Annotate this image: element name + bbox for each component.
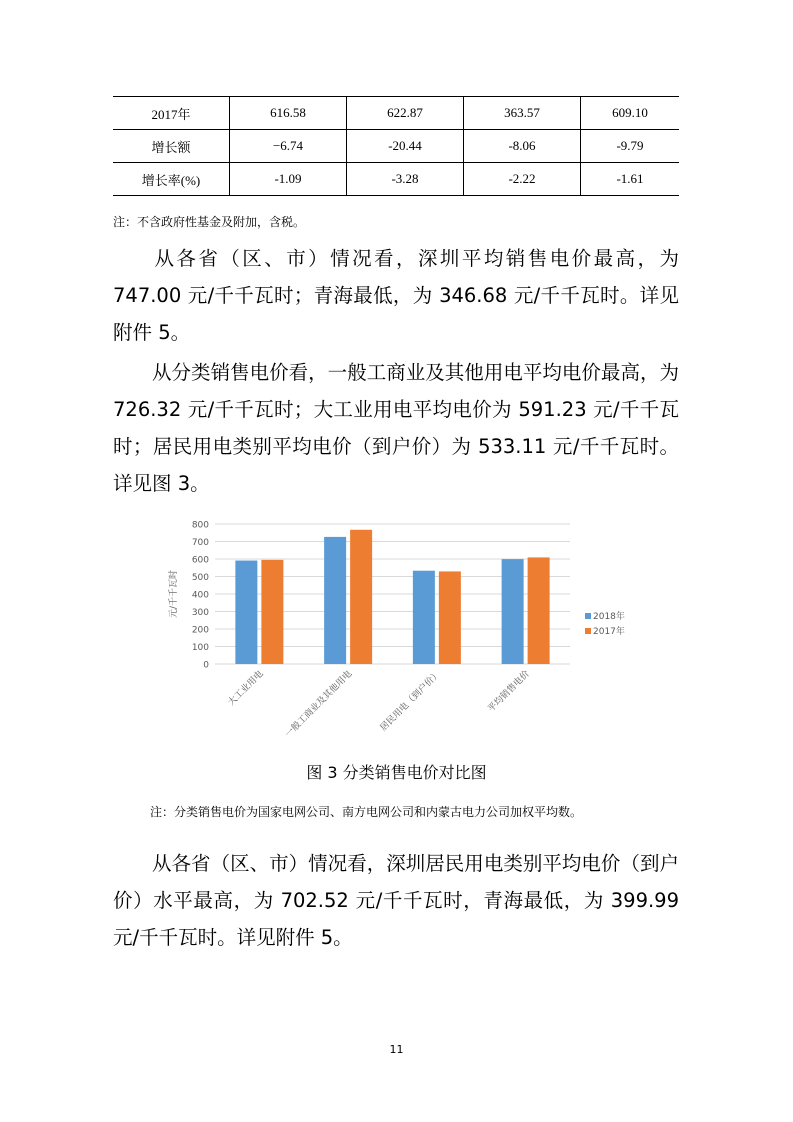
y-tick-label: 200: [191, 625, 209, 636]
y-tick-label: 500: [191, 573, 209, 583]
y-tick-label: 100: [191, 643, 209, 653]
figure-note: 注：分类销售电价为国家电网公司、南方电网公司和内蒙古电力公司加权平均数。: [150, 805, 583, 819]
table-cell: −6.74: [230, 130, 347, 163]
category-price-bar-chart: [160, 515, 640, 750]
legend-swatch: [585, 628, 591, 634]
table-cell: 363.57: [464, 97, 581, 130]
table-cell: -3.28: [347, 163, 464, 196]
table-cell: 616.58: [230, 97, 347, 130]
y-tick-label: 600: [191, 555, 209, 566]
bar-series-1: [413, 571, 435, 664]
table-cell: -20.44: [347, 130, 464, 163]
table-row: [113, 130, 679, 163]
bar-series-1: [324, 537, 346, 664]
table-note: 注：不含政府性基金及附加，含税。: [113, 215, 306, 229]
y-tick-label: 700: [191, 538, 209, 548]
y-tick-label: 0: [203, 660, 209, 671]
paragraph-text: 从各省（区、市）情况看，深圳平均销售电价最高，为 747.00 元/千千瓦时；青海最低，为 346.68 元/千千瓦时。详见附件 5。: [113, 247, 679, 344]
paragraph-category-price: [113, 354, 679, 502]
table-row-label: 2017年: [113, 97, 230, 130]
table-row-label: 增长额: [113, 130, 230, 163]
legend-label: 2018年: [593, 612, 625, 622]
x-tick-label: 大工业用电: [226, 669, 266, 708]
bar-series-1: [235, 561, 257, 664]
table-cell: -1.61: [581, 163, 680, 196]
bar-series-2: [261, 560, 283, 664]
paragraph-residential-price: [113, 845, 679, 956]
legend-swatch: [585, 613, 591, 619]
paragraph-province-average: [113, 240, 679, 351]
y-tick-label: 300: [191, 608, 209, 618]
table-row: [113, 163, 679, 196]
table-row: [113, 97, 679, 130]
y-axis-label: 元/千千瓦时: [169, 569, 179, 619]
table-cell: -8.06: [464, 130, 581, 163]
figure-caption: 图 3 分类销售电价对比图: [306, 763, 487, 782]
x-tick-label: 一般工商业及其他用电: [283, 669, 355, 740]
y-tick-label: 800: [191, 520, 209, 531]
bar-series-2: [350, 530, 372, 664]
page-number: 11: [389, 1043, 404, 1056]
x-tick-label: 居民用电（到户价）: [378, 669, 443, 734]
paragraph-text: 从分类销售电价看，一般工商业及其他用电平均电价最高，为 726.32 元/千千瓦时；大工业用电平均电价为 591.23 元/千千瓦时；居民用电类别平均电价（到户价）为 533.11 元/千千瓦时。详见图 3。: [113, 361, 679, 495]
table-cell: 622.87: [347, 97, 464, 130]
table-cell: 609.10: [581, 97, 680, 130]
x-tick-label: 平均销售电价: [486, 669, 532, 715]
bar-series-2: [439, 571, 461, 664]
bar-series-2: [528, 557, 550, 664]
y-tick-label: 400: [191, 590, 209, 601]
legend-label: 2017年: [593, 627, 625, 637]
table-cell: -9.79: [581, 130, 680, 163]
paragraph-text: 从各省（区、市）情况看，深圳居民用电类别平均电价（到户价）水平最高，为 702.52 元/千千瓦时，青海最低，为 399.99 元/千千瓦时。详见附件 5。: [113, 852, 679, 949]
bar-series-1: [502, 559, 524, 664]
table-cell: -2.22: [464, 163, 581, 196]
table-cell: -1.09: [230, 163, 347, 196]
data-table: [113, 96, 679, 196]
table-row-label: 增长率(%): [113, 163, 230, 196]
